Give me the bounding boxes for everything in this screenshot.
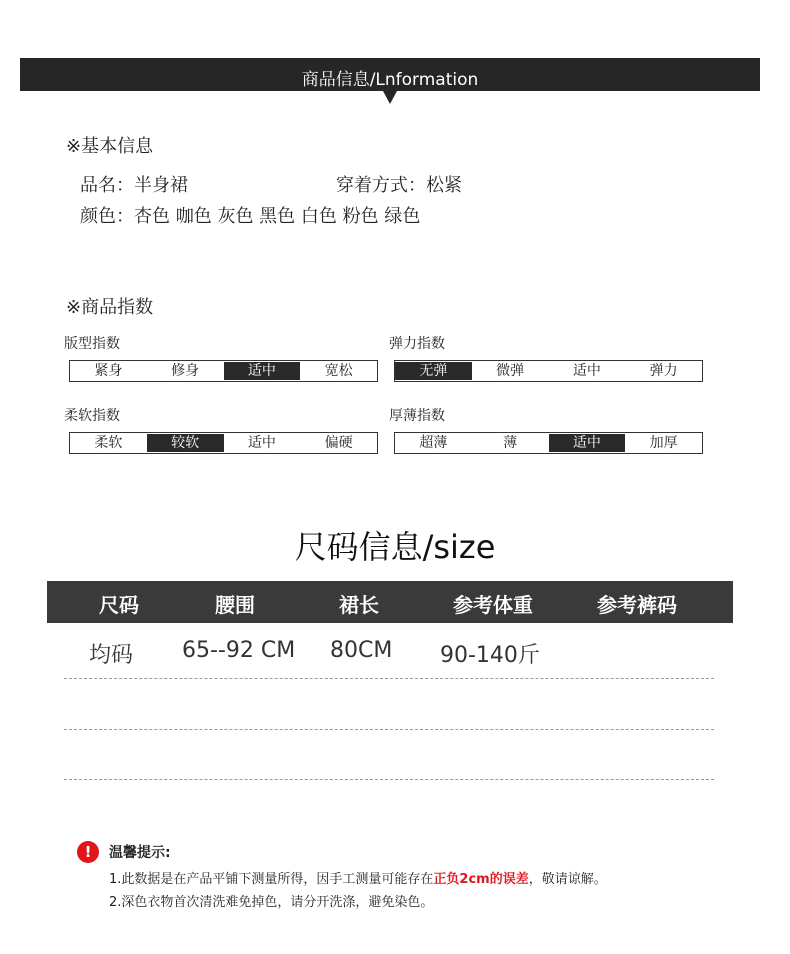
index-label-stretch: 弹力指数 xyxy=(389,336,445,352)
index-option: 宽松 xyxy=(324,363,353,379)
index-title: ※商品指数 xyxy=(66,297,154,318)
cell-size: 均码 xyxy=(89,643,134,668)
header-pants-size: 参考裤码 xyxy=(597,593,677,617)
header-size: 尺码 xyxy=(99,593,139,617)
index-label-thickness: 厚薄指数 xyxy=(389,408,445,424)
index-option: 薄 xyxy=(503,435,518,451)
index-option: 适中 xyxy=(572,363,601,379)
row-divider xyxy=(64,779,714,780)
header-waist: 腰围 xyxy=(215,593,255,617)
size-table-header xyxy=(47,581,733,623)
cell-length: 80CM xyxy=(330,638,393,663)
product-name: 品名：半身裙 xyxy=(80,175,188,196)
index-option-selected: 无弹 xyxy=(395,362,472,380)
section-banner xyxy=(20,58,760,91)
index-option-selected: 适中 xyxy=(549,434,626,452)
index-bar-stretch xyxy=(394,360,703,382)
notice-title: 温馨提示: xyxy=(109,845,171,861)
notice-line-1-highlight: 正负2cm的误差 xyxy=(433,872,529,887)
index-option: 适中 xyxy=(247,435,276,451)
index-option-selected: 适中 xyxy=(224,362,301,380)
index-option: 弹力 xyxy=(649,363,678,379)
index-label-fit: 版型指数 xyxy=(64,336,120,352)
wear-method: 穿着方式：松紧 xyxy=(336,175,462,196)
index-option: 微弹 xyxy=(496,363,525,379)
cell-weight: 90-140斤 xyxy=(440,643,540,668)
index-label-softness: 柔软指数 xyxy=(64,408,120,424)
warning-icon: ! xyxy=(77,841,99,863)
basic-info-title: ※基本信息 xyxy=(66,136,154,157)
index-bar-fit xyxy=(69,360,378,382)
index-option: 加厚 xyxy=(649,435,678,451)
index-option: 偏硬 xyxy=(324,435,353,451)
index-option: 超薄 xyxy=(419,435,448,451)
banner-arrow-icon xyxy=(383,91,397,104)
notice-line-1-end: ，敬请谅解。 xyxy=(528,872,607,887)
index-option: 紧身 xyxy=(94,363,123,379)
header-length: 裙长 xyxy=(339,593,379,617)
cell-waist: 65--92 CM xyxy=(182,638,296,663)
index-option-selected: 较软 xyxy=(147,434,224,452)
index-bar-softness xyxy=(69,432,378,454)
notice-line-2: 2.深色衣物首次清洗难免掉色，请分开洗涤，避免染色。 xyxy=(109,895,434,910)
banner-title: 商品信息/Lnformation xyxy=(301,70,479,90)
header-weight: 参考体重 xyxy=(453,593,533,617)
size-title: 尺码信息/size xyxy=(294,528,496,566)
index-option: 修身 xyxy=(171,363,200,379)
product-colors: 颜色：杏色 咖色 灰色 黑色 白色 粉色 绿色 xyxy=(80,206,421,227)
row-divider xyxy=(64,729,714,730)
notice-line-1-text: 1.此数据是在产品平铺下测量所得，因手工测量可能存在 xyxy=(109,872,434,887)
index-option: 柔软 xyxy=(94,435,123,451)
index-bar-thickness xyxy=(394,432,703,454)
row-divider xyxy=(64,678,714,679)
notice-line-1 xyxy=(109,868,607,887)
